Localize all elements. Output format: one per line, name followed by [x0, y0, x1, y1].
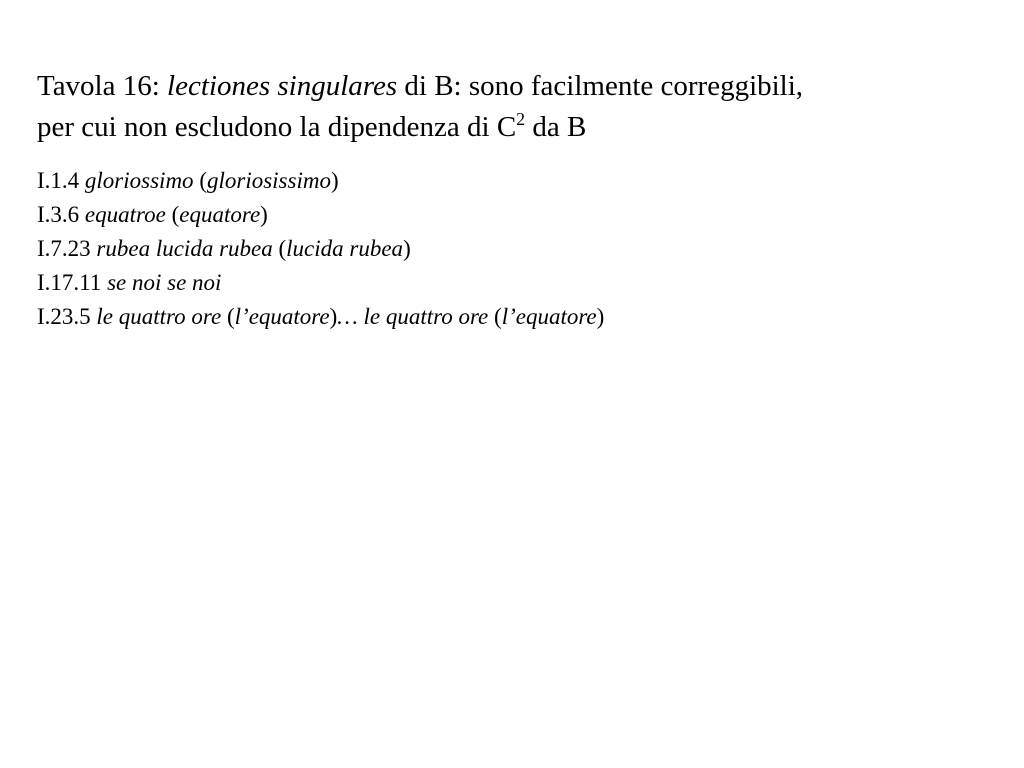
- entry-reading: l’equatore: [501, 304, 597, 329]
- slide-title: [37, 66, 997, 148]
- slide-content: [37, 66, 997, 334]
- entry-punctuation: (: [193, 168, 207, 193]
- entry-punctuation: (: [165, 202, 180, 227]
- title-superscript: 2: [516, 109, 526, 129]
- entry-reading: le quattro ore: [96, 304, 222, 329]
- entry-reading: gloriossimo: [84, 168, 194, 193]
- title-prefix: Tavola 16:: [37, 70, 168, 102]
- entry-punctuation: ): [403, 236, 411, 261]
- entry-line: [37, 198, 997, 232]
- entry-line: [37, 232, 997, 266]
- entry-reference: I.17.11: [37, 270, 108, 295]
- entry-punctuation: ): [330, 168, 339, 193]
- entry-punctuation: (: [221, 304, 235, 329]
- entry-punctuation: (: [488, 304, 502, 329]
- entry-punctuation: (: [272, 236, 287, 261]
- entry-line: [37, 266, 997, 300]
- entry-punctuation: ): [596, 304, 605, 329]
- entry-punctuation: ): [260, 202, 268, 227]
- title-line2-end: da B: [525, 111, 587, 143]
- entry-reference: I.1.4: [37, 168, 85, 193]
- entry-line: [37, 300, 997, 334]
- entry-reading: se noi se noi: [107, 270, 222, 295]
- entry-reading: gloriosissimo: [206, 168, 331, 193]
- title-line1-rest: di B: sono facilmente correggibili,: [397, 70, 804, 102]
- title-emphasis: lectiones singulares: [167, 70, 398, 102]
- entry-punctuation: ): [329, 304, 338, 329]
- entry-reading: … le quattro ore: [337, 304, 489, 329]
- entry-reference: I.3.6: [37, 202, 85, 227]
- entry-reference: I.23.5: [37, 304, 97, 329]
- entry-reference: I.7.23: [37, 236, 97, 261]
- entry-list: [37, 164, 997, 334]
- entry-reading: lucida rubea: [286, 236, 404, 261]
- entry-reading: equatroe: [84, 202, 166, 227]
- entry-reading: l’equatore: [234, 304, 330, 329]
- entry-line: [37, 164, 997, 198]
- entry-reading: rubea lucida rubea: [96, 236, 273, 261]
- title-line2-start: per cui non escludono la dipendenza di C: [37, 111, 517, 143]
- entry-reading: equatore: [179, 202, 261, 227]
